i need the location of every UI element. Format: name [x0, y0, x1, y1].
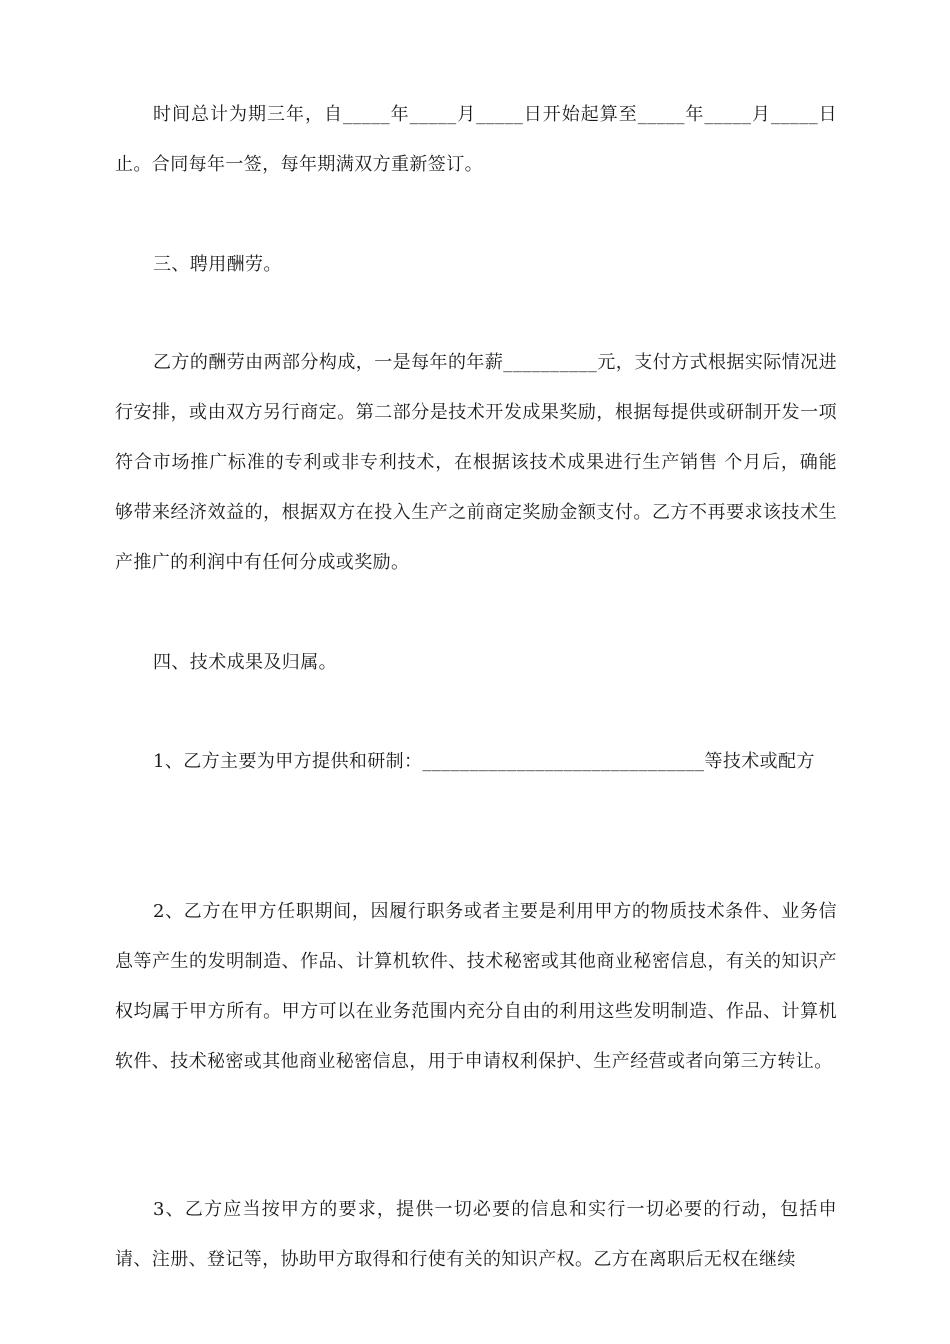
section-three-heading: 三、聘用酬劳。	[153, 254, 282, 275]
remuneration-paragraph: 乙方的酬劳由两部分构成，一是每年的年薪__________元，支付方式根据实际情况进行安排，或由双方另行商定。第二部分是技术开发成果奖励，根据每提供或研制开发一项符合市场推广标准的专利或非专利技术，在根据该技术成果进行生产销售 个月后，确能够带来经济效益的，根据双方在投入生产之前商定奖励金额支付。乙方不再要求该技术生产推广的利润中有任何分成或奖励。	[115, 352, 837, 573]
item-one-paragraph: 1、乙方主要为甲方提供和研制：______________________________等技术或配方	[153, 751, 815, 772]
contract-term-paragraph: 时间总计为期三年，自_____年_____月_____日开始起算至_____年_____月_____日止。合同每年一签，每年期满双方重新签订。	[115, 104, 837, 175]
item-two-paragraph: 2、乙方在甲方任职期间，因履行职务或者主要是利用甲方的物质技术条件、业务信息等产生的发明制造、作品、计算机软件、技术秘密或其他商业秘密信息，有关的知识产权均属于甲方所有。甲方可以在业务范围内充分自由的利用这些发明制造、作品、计算机软件、技术秘密或其他商业秘密信息，用于申请权利保护、生产经营或者向第三方转让。	[115, 901, 837, 1072]
section-four-heading: 四、技术成果及归属。	[153, 652, 337, 673]
item-three-paragraph: 3、乙方应当按甲方的要求，提供一切必要的信息和实行一切必要的行动，包括申请、注册、登记等，协助甲方取得和行使有关的知识产权。乙方在离职后无权在继续	[115, 1199, 837, 1270]
